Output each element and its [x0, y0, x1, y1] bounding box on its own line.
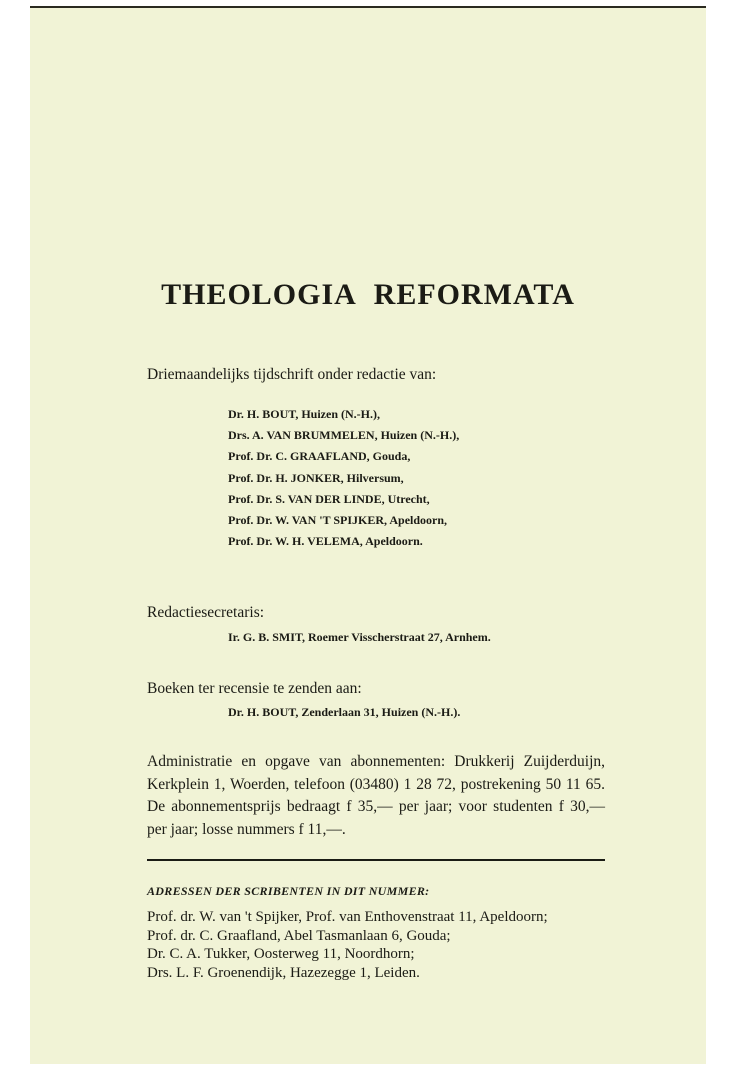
editor-item: Prof. Dr. H. JONKER, Hilversum,: [228, 470, 404, 485]
editor-item: Prof. Dr. S. VAN DER LINDE, Utrecht,: [228, 491, 430, 506]
editor-item: Prof. Dr. W. VAN 'T SPIJKER, Apeldoorn,: [228, 513, 448, 528]
journal-title: THEOLOGIA REFORMATA: [161, 278, 575, 311]
editor-item: Prof. Dr. W. H. VELEMA, Apeldoorn.: [228, 534, 423, 549]
administration-paragraph: Administratie en opgave van abonnementen: Drukkerij Zuijderduijn, Kerkplein 1, Woerden, telefoon (03480) 1 28 72, postrekening 50 11 65. De abonnementsprijs bedraagt f 35,— per jaar; voor studenten f 30,— per jaar; losse nummers f 11,—.: [147, 753, 605, 838]
reviews-label: Boeken ter recensie te zenden aan:: [147, 680, 362, 697]
secretary-label: Redactiesecretaris:: [147, 604, 265, 621]
horizontal-rule: [147, 859, 605, 861]
editor-item: Prof. Dr. C. GRAAFLAND, Gouda,: [228, 449, 411, 464]
author-address-item: Prof. dr. W. van 't Spijker, Prof. van Enthovenstraat 11, Apeldoorn;: [147, 909, 548, 925]
editor-item: Dr. H. BOUT, Huizen (N.-H.),: [228, 407, 380, 421]
author-address-item: Drs. L. F. Groenendijk, Hazezegge 1, Leiden.: [147, 964, 420, 981]
editor-item: Drs. A. VAN BRUMMELEN, Huizen (N.-H.),: [228, 428, 460, 443]
author-address-list: [147, 908, 548, 982]
author-address-item: Prof. dr. C. Graafland, Abel Tasmanlaan 6, Gouda;: [147, 927, 451, 944]
reviews-address: Dr. H. BOUT, Zenderlaan 31, Huizen (N.-H.).: [228, 705, 461, 719]
secretary-address: Ir. G. B. SMIT, Roemer Visscherstraat 27, Arnhem.: [228, 630, 491, 644]
editorial-intro: Driemaandelijks tijdschrift onder redactie van:: [147, 366, 437, 383]
author-address-item: Dr. C. A. Tukker, Oosterweg 11, Noordhorn;: [147, 946, 415, 962]
document-page: [30, 6, 706, 1064]
editor-list: [228, 404, 459, 552]
authors-heading: ADRESSEN DER SCRIBENTEN IN DIT NUMMER:: [147, 884, 430, 898]
